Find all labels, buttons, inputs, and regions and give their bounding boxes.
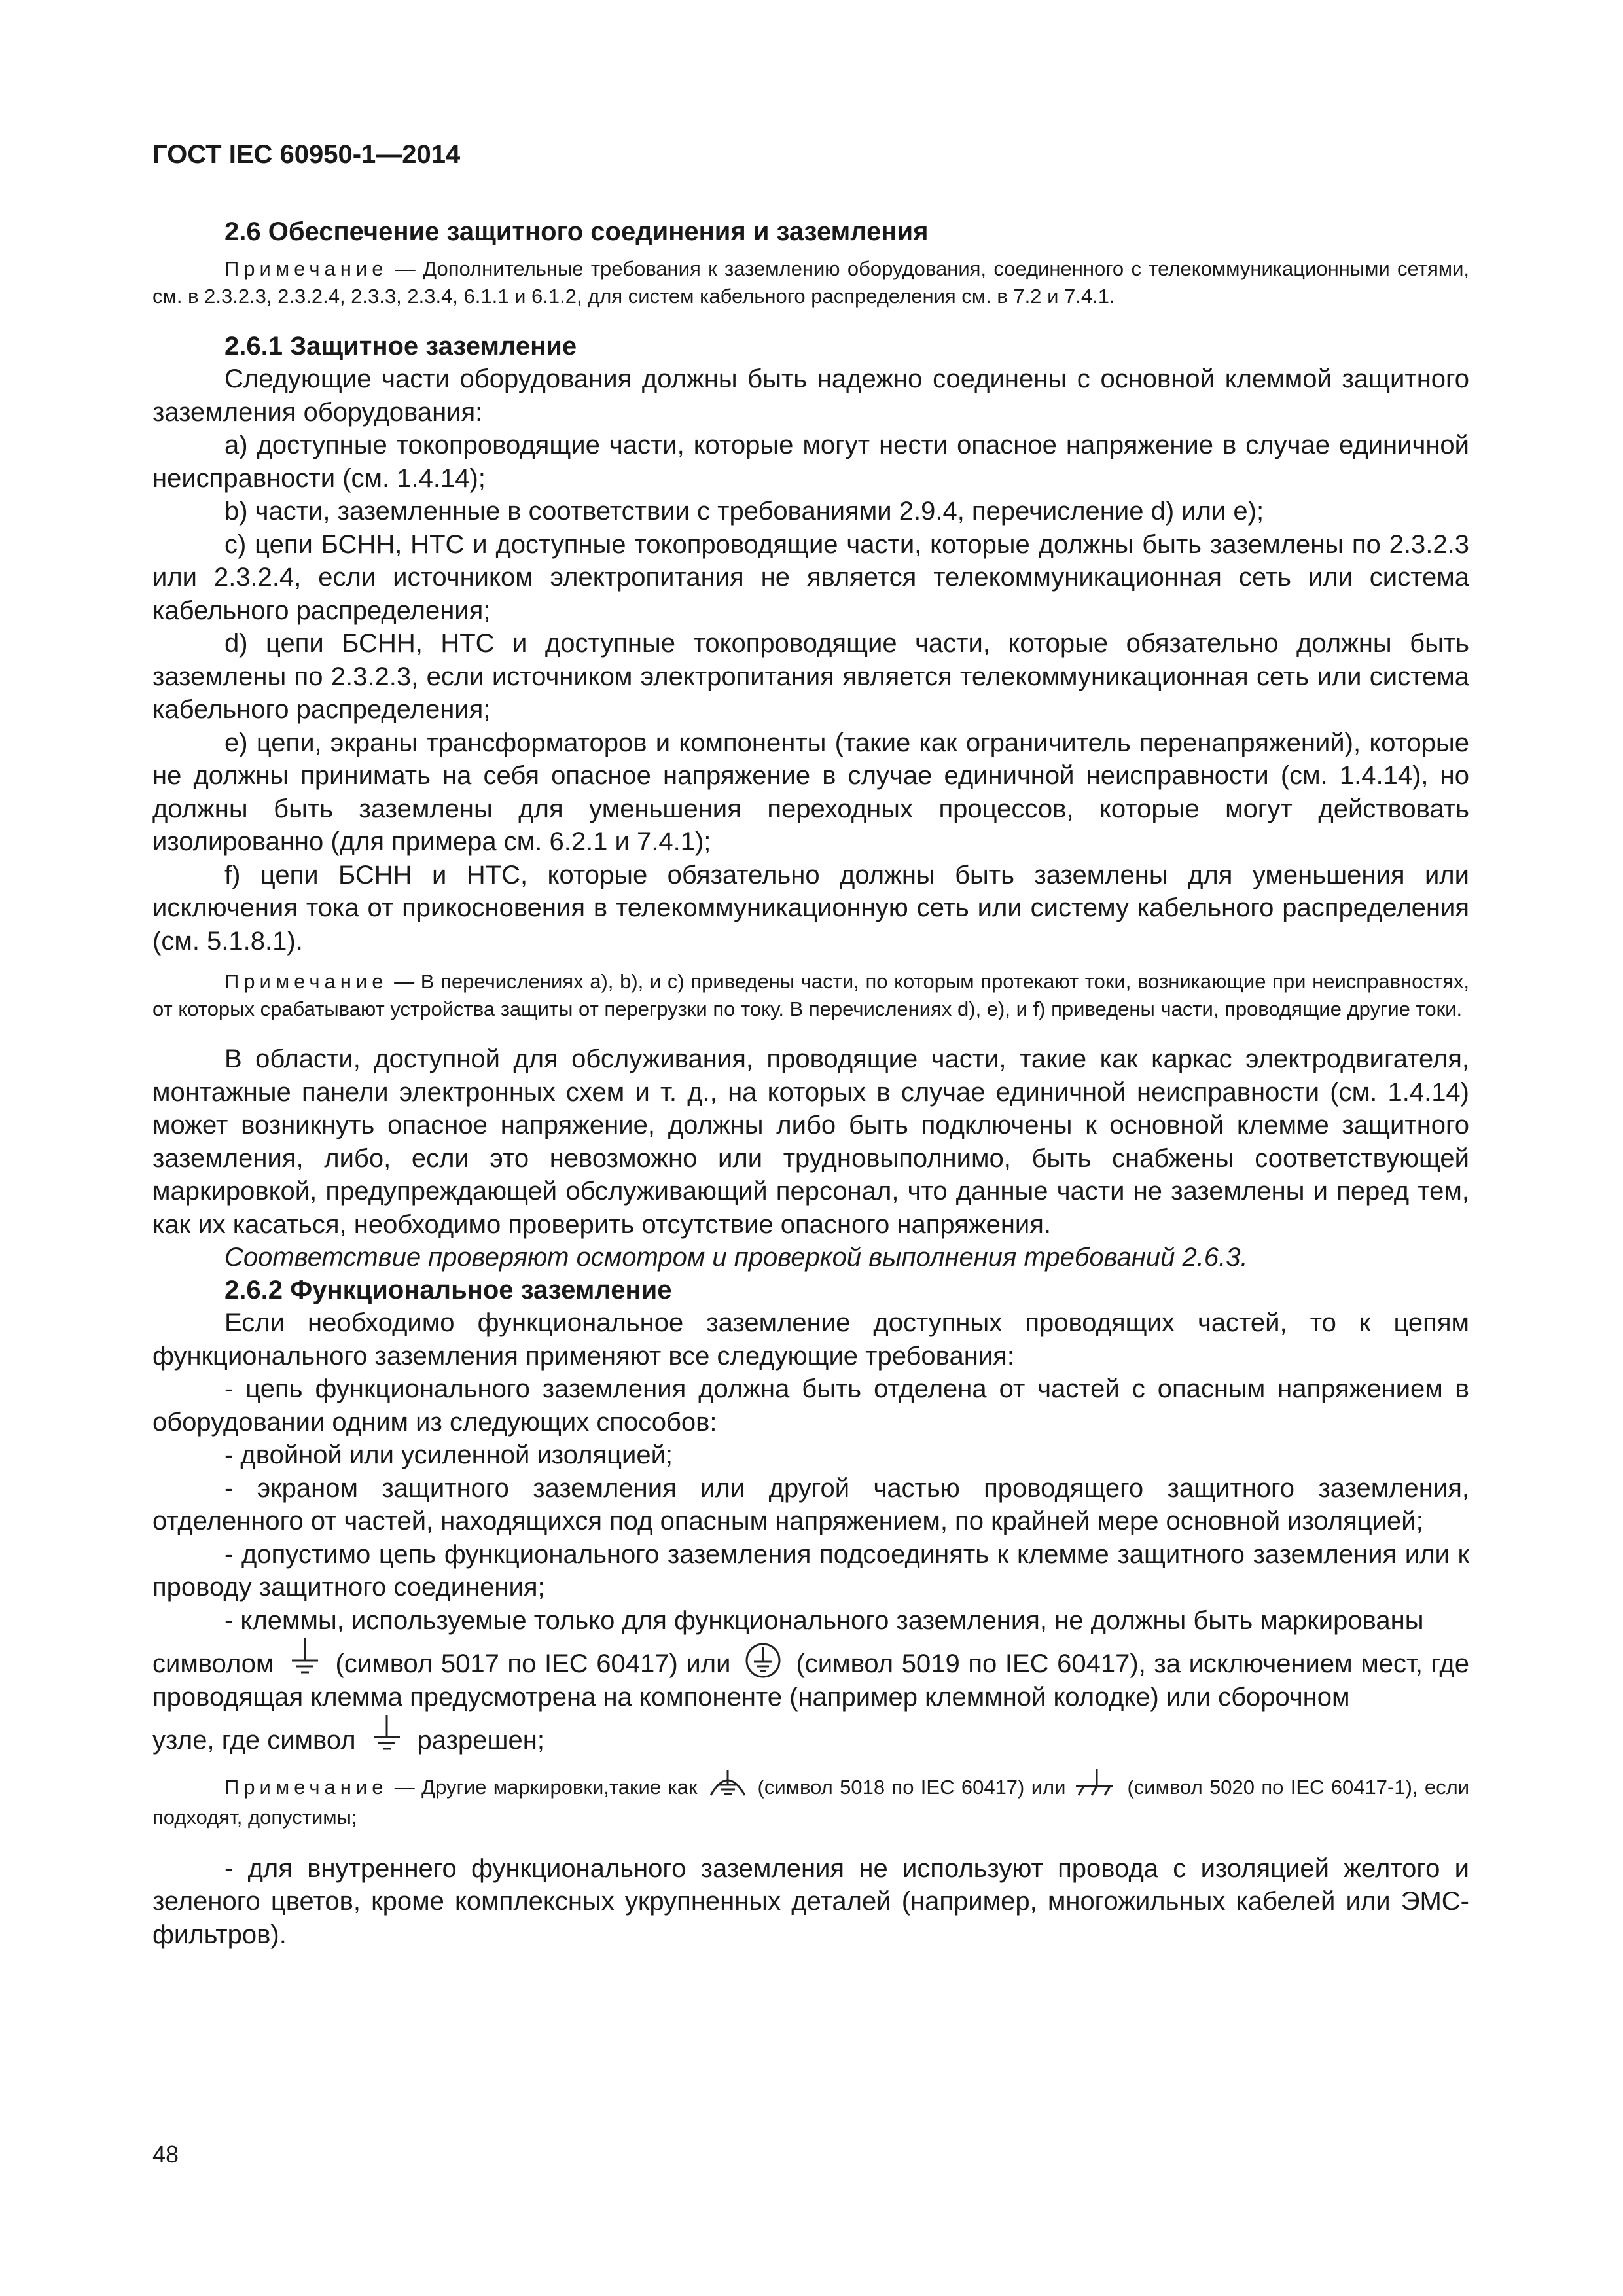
symbol-5019-ref: (символ 5019 по IEC 60417), за исключением мест, где проводящая клемма предусмотрена на компоненте (например клеммной колодке) или сборочном xyxy=(152,1649,1470,1712)
document-page xyxy=(152,137,1469,1951)
earth-symbol-icon xyxy=(370,1713,403,1755)
list-item-2: - двойной или усиленной изоляцией; xyxy=(224,1441,673,1469)
list-item-a: a) доступные токопроводящие части, которые могут нести опасное напряжение в случае единичной неисправности (см. 1.4.14); xyxy=(152,431,1469,493)
list-item-6: - для внутреннего функционального заземления не используют провода с изоляцией желтого и зеленого цветов, кроме комплексных укрупненных деталей (например, многожильных кабелей или ЭМС-фильтров). xyxy=(152,1854,1469,1949)
symbol-word: символом xyxy=(152,1649,274,1678)
note-mid: (символ 5018 по IEC 60417) или xyxy=(757,1775,1066,1799)
earth-symbol-icon xyxy=(289,1637,321,1679)
page-number: 48 xyxy=(152,2141,179,2168)
paragraph-intro: Следующие части оборудования должны быть надежно соединены с основной клеммой защитного заземления оборудования: xyxy=(152,365,1469,427)
list-item-3: - экраном защитного заземления или другой частью проводящего защитного заземления, отделенного от частей, находящихся под опасным напряжением, по крайней мере основной изоляцией; xyxy=(152,1473,1469,1535)
protective-earth-icon xyxy=(745,1642,781,1679)
note-text: — В перечислениях a), b), и c) приведены части, по которым протекают токи, возникающие при неисправностях, от которых срабатывают устройства защиты от перегрузки по току. В перечислениях d), e), и f) приведены части, проводящие другие токи. xyxy=(152,970,1469,1020)
list-item-f: f) цепи БСНН и НТС, которые обязательно должны быть заземлены для уменьшения или исключения тока от прикосновения в телекоммуникационную сеть или систему кабельного распределения (см. 5.1.8.1). xyxy=(152,860,1469,956)
section-title: 2.6 Обеспечение защитного соединения и заземления xyxy=(224,217,929,246)
list-item-e: e) цепи, экраны трансформаторов и компоненты (такие как ограничитель перенапряжений), которые не должны принимать на себя опасное напряжение в случае единичной неисправности (см. 1.4.14), но должны быть заземлены для уменьшения переходных процессов, которые могут действовать изолированно (для примера см. 6.2.1 и 7.4.1); xyxy=(152,728,1469,856)
list-item-d: d) цепи БСНН, НТС и доступные токопроводящие части, которые обязательно должны быть заземлены по 2.3.2.3, если источником электропитания является телекоммуникационная сеть или система кабельного распределения; xyxy=(152,629,1469,724)
list-item-c: c) цепи БСНН, НТС и доступные токопроводящие части, которые должны быть заземлены по 2.3.2.3 или 2.3.2.4, если источником электропитания не является телекоммуникационная сеть или система кабельного распределения; xyxy=(152,529,1469,625)
paragraph-service-area: В области, доступной для обслуживания, проводящие части, такие как каркас электродвигателя, монтажные панели электронных схем и т. д., на которых в случае единичной неисправности (см. 1.4.14) может возникнуть опасное напряжение, должны либо быть подключены к основной клемме защитного заземления, либо, если это невозможно или трудновыполнимо, быть снабжены соответствующей маркировкой, предупреждающей обслуживающий персонал, что данные части не заземлены и перед тем, как их касаться, необходимо проверить отсутствие опасного напряжения. xyxy=(152,1045,1469,1239)
symbol-allowed-post: разрешен; xyxy=(417,1726,544,1755)
section-note xyxy=(152,255,1469,310)
list-item-5: - клеммы, используемые только для функционального заземления, не должны быть маркированы xyxy=(224,1605,1424,1635)
note-pre: — Другие маркировки,такие как xyxy=(387,1775,698,1799)
noiseless-earth-icon xyxy=(707,1769,749,1799)
note-post: (символ 5020 по IEC 60417-1), если подходят, допустимы; xyxy=(152,1775,1470,1829)
subsection-note xyxy=(152,968,1469,1023)
subsection-title-2-6-1: 2.6.1 Защитное заземление xyxy=(224,332,577,361)
symbol-5017-ref: (символ 5017 по IEC 60417) или xyxy=(335,1649,731,1678)
list-item-b: b) части, заземленные в соответствии с требованиями 2.9.4, перечисление d) или e); xyxy=(224,497,1264,526)
paragraph-intro: Если необходимо функциональное заземление доступных проводящих частей, то к цепям функционального заземления применяют все следующие требования: xyxy=(152,1308,1469,1371)
note-label: Примечание xyxy=(224,1775,388,1799)
note-label: Примечание xyxy=(224,970,388,993)
list-item-4: - допустимо цепь функционального заземления подсоединять к клемме защитного заземления или к проводу защитного соединения; xyxy=(152,1539,1469,1602)
document-id-header: ГОСТ IEC 60950-1—2014 xyxy=(152,140,461,169)
symbol-allowed-pre: узле, где символ xyxy=(152,1726,356,1755)
symbol-paragraph xyxy=(152,1637,1469,1713)
list-item-1: - цепь функционального заземления должна быть отделена от частей с опасным напряжением в оборудовании одним из следующих способов: xyxy=(152,1374,1469,1437)
note-text: — Дополнительные требования к заземлению оборудования, соединенного с телекоммуникационными сетями, см. в 2.3.2.3, 2.3.2.4, 2.3.3, 2.3.4, 6.1.1 и 6.1.2, для систем кабельного распределения см. в 7.2 и 7.4.1. xyxy=(152,257,1469,308)
symbol-allowed-line xyxy=(152,1713,1469,1757)
compliance-statement: Соответствие проверяют осмотром и проверкой выполнения требований 2.6.3. xyxy=(224,1243,1248,1272)
subsection-note xyxy=(152,1768,1469,1833)
note-label: Примечание xyxy=(224,257,388,280)
subsection-title-2-6-2: 2.6.2 Функциональное заземление xyxy=(224,1276,672,1304)
chassis-icon xyxy=(1072,1768,1115,1798)
